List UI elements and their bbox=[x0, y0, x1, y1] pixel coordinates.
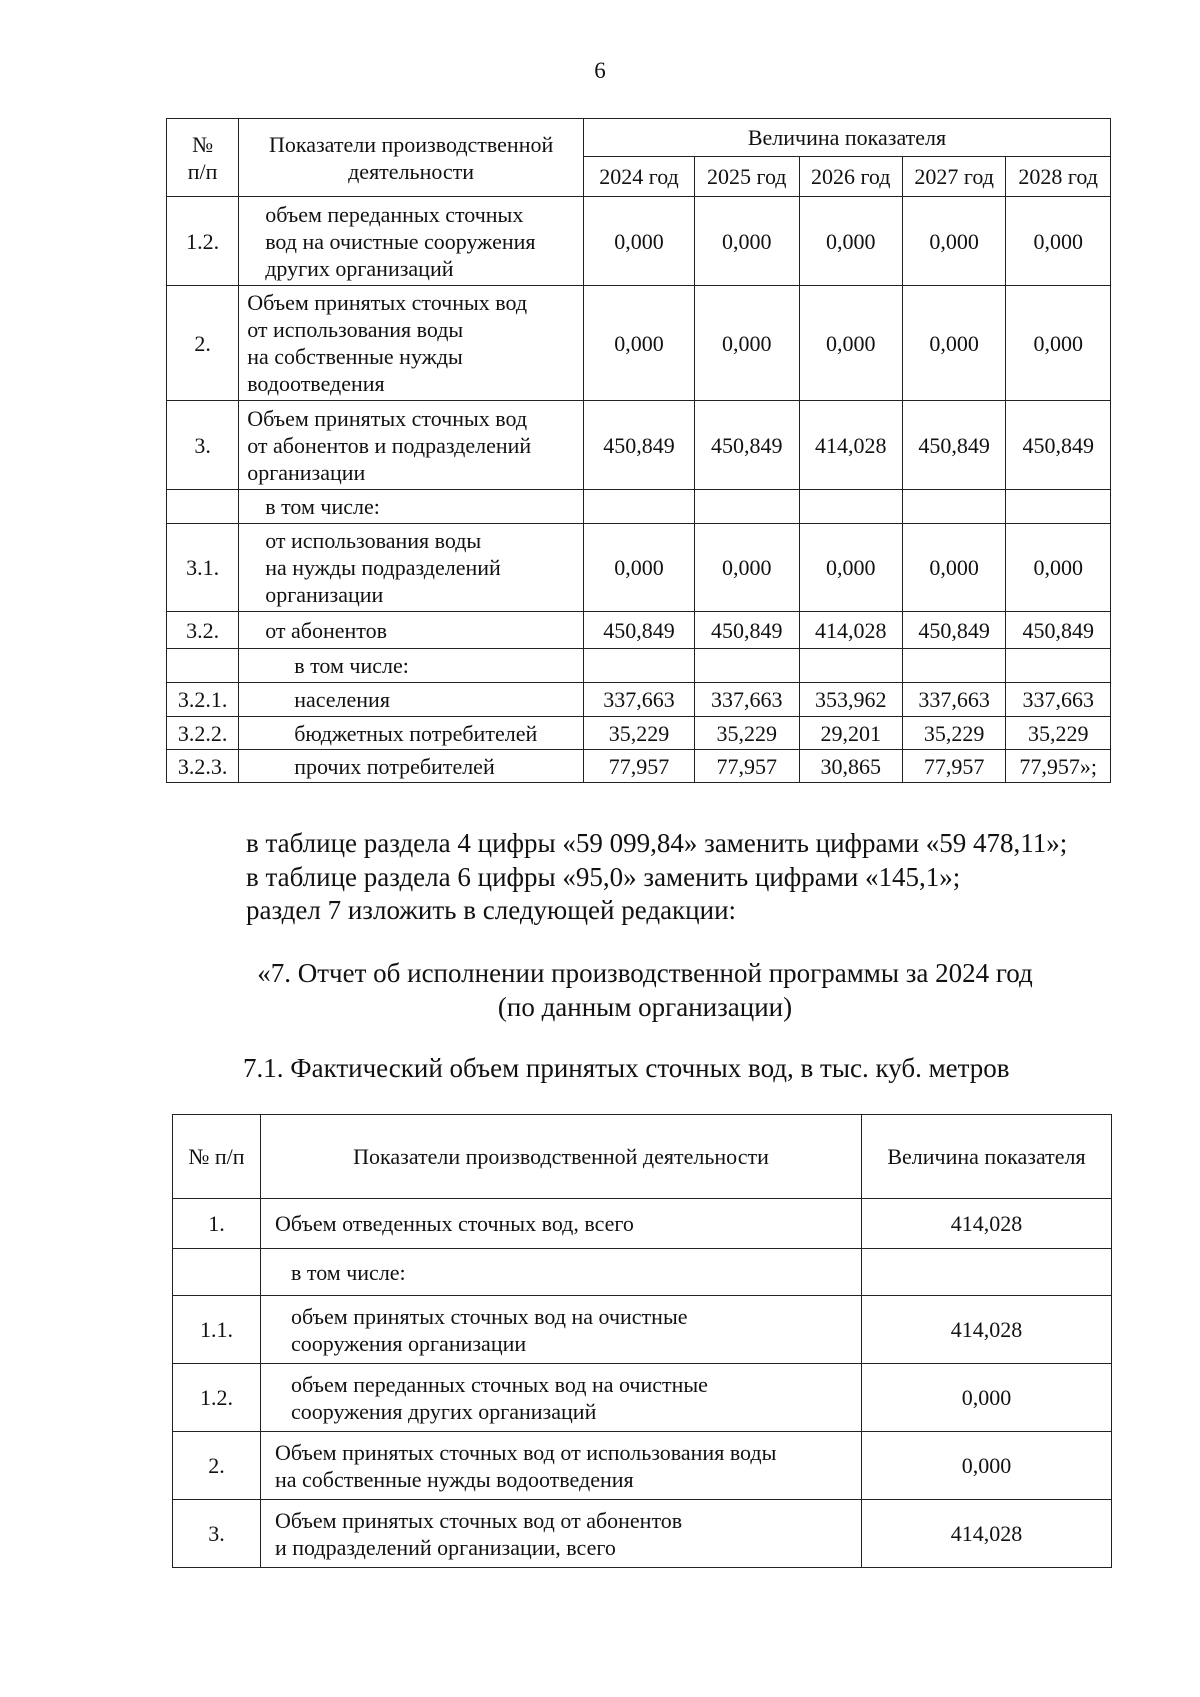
cell-value: 35,229 bbox=[1006, 717, 1111, 750]
cell-value bbox=[902, 490, 1005, 524]
row-label: объем переданных сточных вод на очистные сооружения других организаций bbox=[261, 1364, 862, 1432]
paragraph-amendment-section-6: в таблице раздела 6 цифры «95,0» заменить цифрами «145,1»; bbox=[246, 862, 961, 892]
row-label: Объем принятых сточных вод от абонентов и подразделений организации, всего bbox=[261, 1500, 862, 1568]
cell-value: 0,000 bbox=[799, 286, 902, 401]
table-row bbox=[167, 683, 1111, 717]
cell-value: 29,201 bbox=[799, 717, 902, 750]
table-row bbox=[167, 717, 1111, 750]
row-num bbox=[167, 649, 239, 683]
cell-value: 0,000 bbox=[584, 197, 695, 286]
actual-wastewater-table bbox=[172, 1114, 1112, 1568]
cell-value: 337,663 bbox=[694, 683, 799, 717]
row-label: в том числе: bbox=[239, 490, 584, 524]
cell-value: 0,000 bbox=[584, 286, 695, 401]
subsection-title: 7.1. Фактический объем принятых сточных вод, в тыс. куб. метров bbox=[243, 1053, 1010, 1083]
table-row bbox=[167, 649, 1111, 683]
row-label: населения bbox=[239, 683, 584, 717]
cell-value: 0,000 bbox=[862, 1364, 1112, 1432]
table-row bbox=[167, 286, 1111, 401]
cell-value: 0,000 bbox=[862, 1432, 1112, 1500]
cell-value: 414,028 bbox=[799, 401, 902, 490]
header-year: 2027 год bbox=[902, 157, 1005, 197]
row-num: 3. bbox=[173, 1500, 261, 1568]
table-row bbox=[167, 490, 1111, 524]
table-row bbox=[173, 1364, 1112, 1432]
table-row bbox=[167, 524, 1111, 612]
cell-value: 0,000 bbox=[799, 197, 902, 286]
cell-value: 0,000 bbox=[694, 197, 799, 286]
cell-value: 450,849 bbox=[902, 612, 1005, 649]
table-row bbox=[173, 1432, 1112, 1500]
cell-value: 0,000 bbox=[799, 524, 902, 612]
header-year: 2025 год bbox=[694, 157, 799, 197]
cell-value: 0,000 bbox=[584, 524, 695, 612]
row-label: Объем отведенных сточных вод, всего bbox=[261, 1199, 862, 1249]
page-number: 6 bbox=[594, 58, 606, 83]
row-num: 1.1. bbox=[173, 1296, 261, 1364]
cell-value: 414,028 bbox=[862, 1199, 1112, 1249]
header-value: Величина показателя bbox=[862, 1115, 1112, 1199]
table-row bbox=[173, 1296, 1112, 1364]
cell-value bbox=[799, 490, 902, 524]
cell-value: 450,849 bbox=[584, 612, 695, 649]
row-num bbox=[167, 490, 239, 524]
header-value: Величина показателя bbox=[584, 119, 1111, 157]
cell-value: 414,028 bbox=[862, 1296, 1112, 1364]
cell-value: 414,028 bbox=[862, 1500, 1112, 1568]
row-label: от использования воды на нужды подразделений организации bbox=[239, 524, 584, 612]
row-label: в том числе: bbox=[239, 649, 584, 683]
cell-value bbox=[799, 649, 902, 683]
row-label: прочих потребителей bbox=[239, 750, 584, 783]
cell-value: 0,000 bbox=[902, 197, 1005, 286]
header-indicator: Показатели производственной деятельности bbox=[261, 1115, 862, 1199]
cell-value: 77,957 bbox=[584, 750, 695, 783]
row-num: 3.1. bbox=[167, 524, 239, 612]
header-indicator: Показатели производственной деятельности bbox=[239, 119, 584, 197]
row-num: 1.2. bbox=[167, 197, 239, 286]
cell-value bbox=[584, 649, 695, 683]
cell-value: 450,849 bbox=[902, 401, 1005, 490]
row-num: 2. bbox=[173, 1432, 261, 1500]
cell-value: 77,957 bbox=[902, 750, 1005, 783]
cell-value: 77,957»; bbox=[1006, 750, 1111, 783]
row-label: Объем принятых сточных вод от абонентов и подразделений организации bbox=[239, 401, 584, 490]
header-year: 2028 год bbox=[1006, 157, 1111, 197]
table-row bbox=[167, 612, 1111, 649]
cell-value bbox=[1006, 649, 1111, 683]
section-subtitle: (по данным организации) bbox=[497, 992, 793, 1022]
cell-value: 450,849 bbox=[1006, 612, 1111, 649]
row-num: 3.2.1. bbox=[167, 683, 239, 717]
cell-value bbox=[1006, 490, 1111, 524]
cell-value: 337,663 bbox=[584, 683, 695, 717]
cell-value bbox=[862, 1249, 1112, 1296]
production-indicators-table bbox=[166, 118, 1111, 783]
cell-value bbox=[694, 490, 799, 524]
cell-value: 353,962 bbox=[799, 683, 902, 717]
cell-value: 414,028 bbox=[799, 612, 902, 649]
cell-value: 450,849 bbox=[694, 612, 799, 649]
row-label: Объем принятых сточных вод от использования воды на собственные нужды водоотведения bbox=[239, 286, 584, 401]
cell-value: 0,000 bbox=[694, 286, 799, 401]
table-row bbox=[167, 401, 1111, 490]
row-label: объем принятых сточных вод на очистные сооружения организации bbox=[261, 1296, 862, 1364]
row-num: 3.2.2. bbox=[167, 717, 239, 750]
header-num: № п/п bbox=[167, 119, 239, 197]
row-num bbox=[173, 1249, 261, 1296]
cell-value: 0,000 bbox=[1006, 197, 1111, 286]
row-num: 3.2.3. bbox=[167, 750, 239, 783]
table-row bbox=[173, 1249, 1112, 1296]
cell-value bbox=[584, 490, 695, 524]
cell-value: 450,849 bbox=[1006, 401, 1111, 490]
cell-value: 0,000 bbox=[1006, 286, 1111, 401]
row-num: 2. bbox=[167, 286, 239, 401]
cell-value: 0,000 bbox=[1006, 524, 1111, 612]
header-num: № п/п bbox=[173, 1115, 261, 1199]
row-label: Объем принятых сточных вод от использования воды на собственные нужды водоотведения bbox=[261, 1432, 862, 1500]
row-label: бюджетных потребителей bbox=[239, 717, 584, 750]
header-year: 2026 год bbox=[799, 157, 902, 197]
cell-value: 35,229 bbox=[902, 717, 1005, 750]
table-row bbox=[167, 750, 1111, 783]
row-num: 1.2. bbox=[173, 1364, 261, 1432]
row-label: объем переданных сточных вод на очистные сооружения других организаций bbox=[239, 197, 584, 286]
table-row bbox=[173, 1500, 1112, 1568]
cell-value: 337,663 bbox=[902, 683, 1005, 717]
cell-value: 0,000 bbox=[694, 524, 799, 612]
section-title: «7. Отчет об исполнении производственной программы за 2024 год bbox=[257, 958, 1033, 988]
cell-value: 30,865 bbox=[799, 750, 902, 783]
table-row bbox=[173, 1199, 1112, 1249]
cell-value: 35,229 bbox=[584, 717, 695, 750]
row-num: 3. bbox=[167, 401, 239, 490]
cell-value: 450,849 bbox=[584, 401, 695, 490]
cell-value: 337,663 bbox=[1006, 683, 1111, 717]
cell-value: 35,229 bbox=[694, 717, 799, 750]
row-label: в том числе: bbox=[261, 1249, 862, 1296]
cell-value bbox=[902, 649, 1005, 683]
table-row bbox=[167, 197, 1111, 286]
paragraph-section-7-intro: раздел 7 изложить в следующей редакции: bbox=[246, 895, 737, 925]
row-num: 3.2. bbox=[167, 612, 239, 649]
cell-value: 77,957 bbox=[694, 750, 799, 783]
cell-value bbox=[694, 649, 799, 683]
paragraph-amendment-section-4: в таблице раздела 4 цифры «59 099,84» заменить цифрами «59 478,11»; bbox=[246, 828, 1068, 858]
cell-value: 0,000 bbox=[902, 286, 1005, 401]
header-year: 2024 год bbox=[584, 157, 695, 197]
row-num: 1. bbox=[173, 1199, 261, 1249]
cell-value: 450,849 bbox=[694, 401, 799, 490]
row-label: от абонентов bbox=[239, 612, 584, 649]
cell-value: 0,000 bbox=[902, 524, 1005, 612]
